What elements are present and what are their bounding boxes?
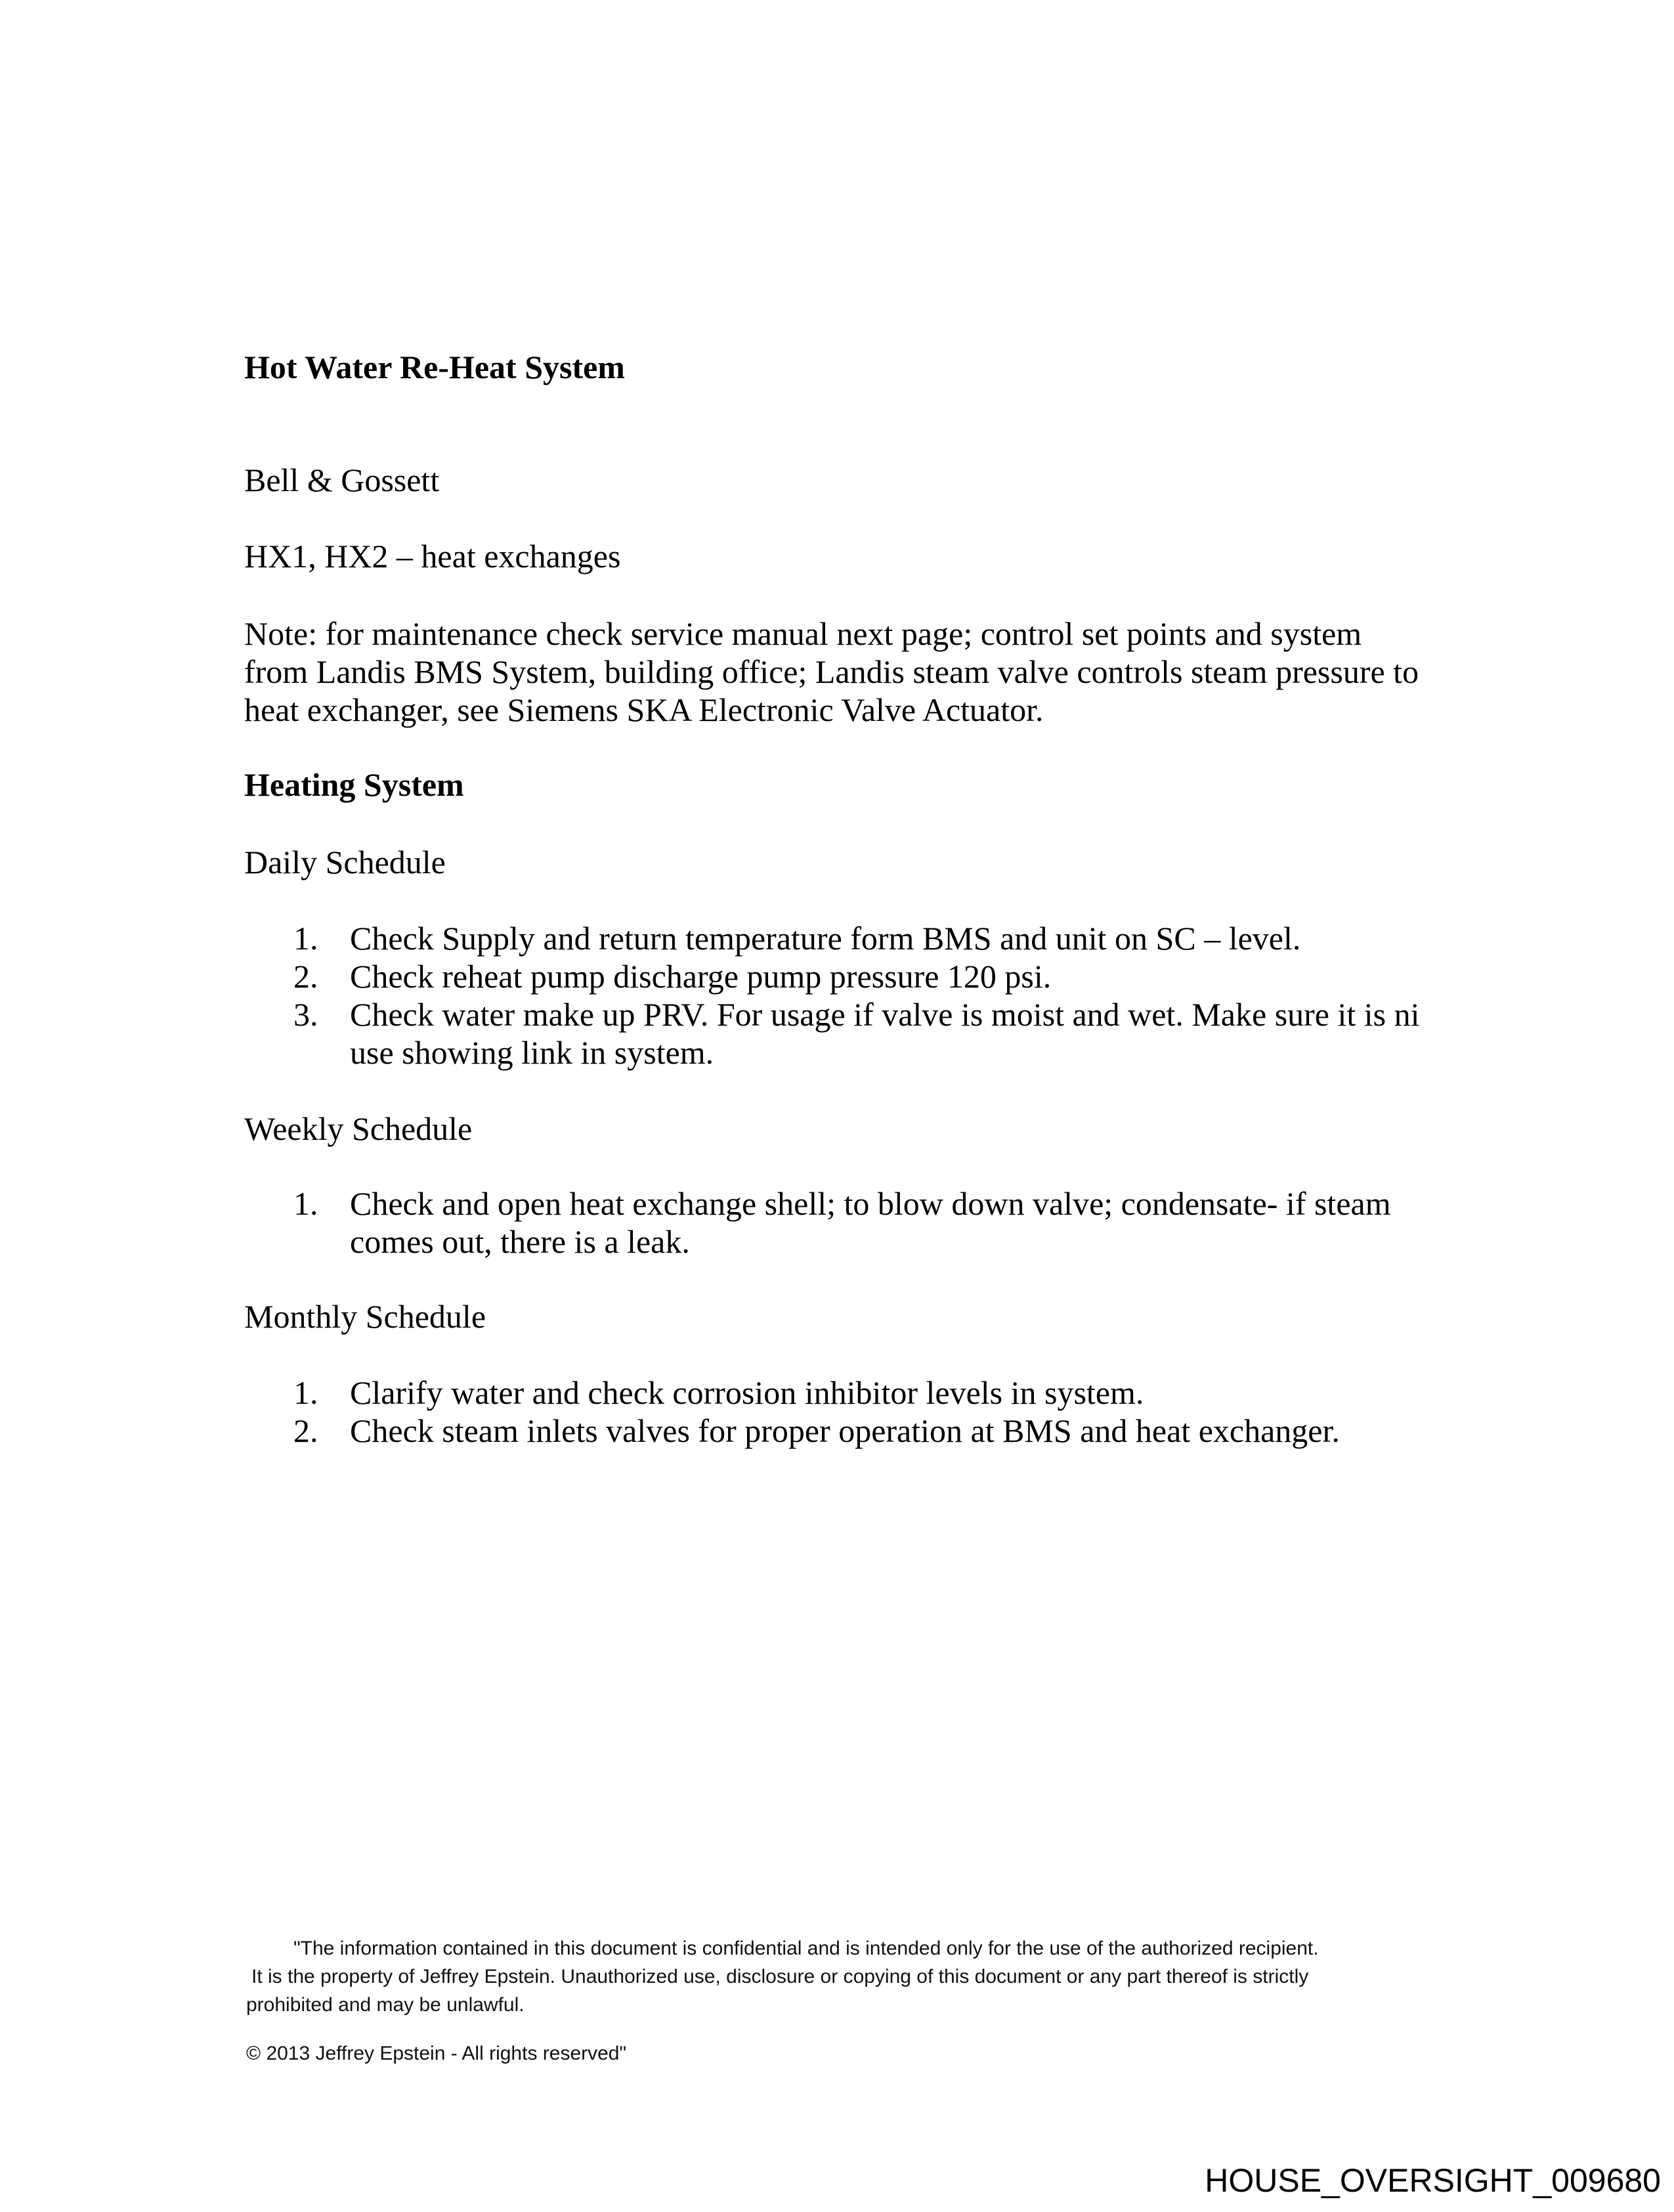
document-title: Hot Water Re-Heat System [244, 349, 625, 385]
list-item-text: Check water make up PRV. For usage if valve is moist and wet. Make sure it is ni [350, 996, 1420, 1033]
daily-item-3-continuation: use showing link in system. [350, 1034, 714, 1071]
daily-item-2 [293, 959, 1051, 995]
note-paragraph-line-1: Note: for maintenance check service manual next page; control set points and system [244, 615, 1362, 652]
weekly-item-1-continuation: comes out, there is a leak. [350, 1223, 690, 1260]
list-item-number: 2. [293, 958, 318, 995]
list-item-number: 1. [293, 1185, 318, 1222]
copyright-line: © 2013 Jeffrey Epstein - All rights reserved" [246, 2043, 627, 2064]
bates-number: HOUSE_OVERSIGHT_009680 [1205, 2162, 1661, 2199]
note-paragraph-line-2: from Landis BMS System, building office; Landis steam valve controls steam pressure to [244, 653, 1419, 690]
monthly-item-1 [293, 1375, 1144, 1411]
daily-item-1 [293, 921, 1300, 957]
equipment-line: HX1, HX2 – heat exchanges [244, 538, 621, 575]
note-paragraph-line-3: heat exchanger, see Siemens SKA Electronic Valve Actuator. [244, 691, 1044, 728]
list-item-number: 1. [293, 920, 318, 957]
list-item-text: Check and open heat exchange shell; to blow down valve; condensate- if steam [350, 1185, 1391, 1222]
daily-schedule-heading: Daily Schedule [244, 844, 446, 880]
footer-disclaimer-line-2: It is the property of Jeffrey Epstein. Unauthorized use, disclosure or copying of this document or any part thereof is strictly [251, 1966, 1309, 1987]
list-item-text: Check steam inlets valves for proper operation at BMS and heat exchanger. [350, 1412, 1340, 1449]
daily-item-3 [293, 997, 1420, 1033]
list-item-text: Clarify water and check corrosion inhibitor levels in system. [350, 1374, 1144, 1411]
monthly-schedule-heading: Monthly Schedule [244, 1298, 486, 1335]
footer-disclaimer-line-1: "The information contained in this document is confidential and is intended only for the use of the authorized recipient. [293, 1938, 1319, 1959]
list-item-number: 1. [293, 1374, 318, 1411]
list-item-text: Check reheat pump discharge pump pressure 120 psi. [350, 958, 1052, 995]
manufacturer-line: Bell & Gossett [244, 462, 440, 498]
list-item-number: 2. [293, 1412, 318, 1449]
weekly-schedule-heading: Weekly Schedule [244, 1110, 473, 1147]
monthly-item-2 [293, 1413, 1340, 1449]
heating-system-heading: Heating System [244, 766, 464, 803]
list-item-text: Check Supply and return temperature form BMS and unit on SC – level. [350, 920, 1301, 957]
footer-disclaimer-line-3: prohibited and may be unlawful. [246, 1994, 525, 2016]
weekly-item-1 [293, 1186, 1391, 1222]
list-item-number: 3. [293, 996, 318, 1033]
